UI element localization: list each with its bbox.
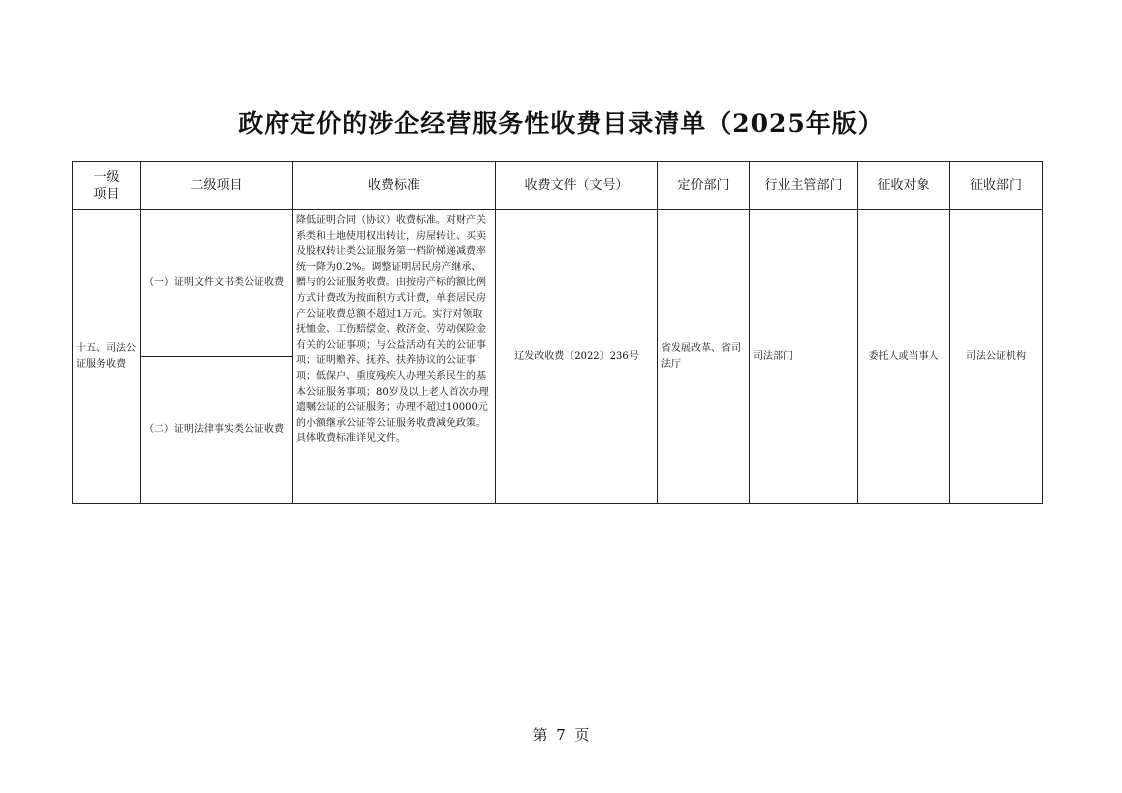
header-row <box>73 162 1043 210</box>
cell-level1: 十五、司法公证服务收费 <box>73 210 141 504</box>
cell-industry-dept: 司法部门 <box>750 210 858 504</box>
cell-level2-item: （一）证明文件文书类公证收费 <box>141 210 293 357</box>
header-standard: 收费标准 <box>293 162 496 210</box>
header-industry-dept: 行业主管部门 <box>750 162 858 210</box>
header-target: 征收对象 <box>858 162 950 210</box>
header-level1: 一级 项目 <box>73 162 141 210</box>
cell-collector: 司法公证机构 <box>950 210 1043 504</box>
table-row <box>73 210 1043 357</box>
cell-document: 辽发改收费〔2022〕236号 <box>496 210 658 504</box>
cell-level2-item: （二）证明法律事实类公证收费 <box>141 357 293 504</box>
fee-catalog-table <box>72 161 1043 504</box>
cell-standard: 降低证明合同（协议）收费标准。对财产关系类和土地使用权出转让，房屋转让、买卖及股权转让类公证服务第一档阶梯递减费率统一降为0.2%。调整证明居民房产继承、赠与的公证服务收费。由按房产标的额比例方式计费改为按面积方式计费，单套居民房产公证收费总额不超过1万元。实行对领取抚恤金、工伤赔偿金、救济金、劳动保险金有关的公证事项；与公益活动有关的公证事项；证明赡养、抚养、扶养协议的公证事项；低保户、重度残疾人办理关系民生的基本公证服务事项；80岁及以上老人首次办理遗嘱公证的公证服务；办理不超过10000元的小额继承公证等公证服务收费减免政策。具体收费标准详见文件。 <box>293 210 496 504</box>
header-pricing-dept: 定价部门 <box>658 162 750 210</box>
page-number: 第 7 页 <box>532 726 590 744</box>
header-level2: 二级项目 <box>141 162 293 210</box>
header-collector: 征收部门 <box>950 162 1043 210</box>
cell-pricing-dept: 省发展改革、省司法厅 <box>658 210 750 504</box>
page-title: 政府定价的涉企经营服务性收费目录清单（2025年版） <box>238 109 884 138</box>
header-document: 收费文件（文号） <box>496 162 658 210</box>
cell-target: 委托人或当事人 <box>858 210 950 504</box>
